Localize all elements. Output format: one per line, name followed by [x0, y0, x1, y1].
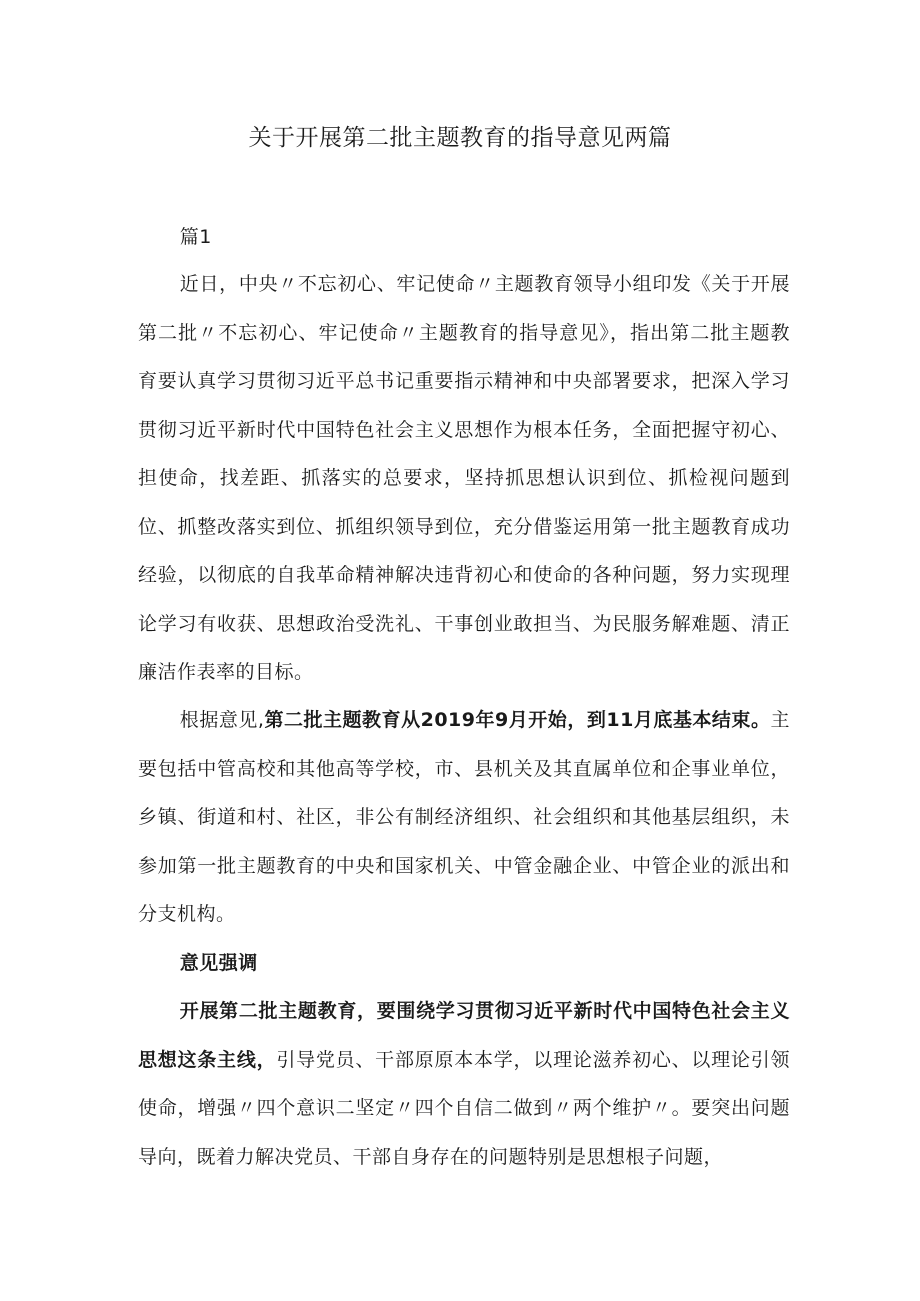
paragraph-2-bold: 第二批主题教育从2019年9月开始，到11月底基本结束。: [264, 709, 771, 731]
paragraph-1: [138, 260, 790, 697]
paragraph-3-rest: 引导党员、干部原原本本学，以理论滋养初心、以理论引领使命，增强〃四个意识二坚定〃四个自信二做到〃两个维护〃。要突出问题导向，既着力解决党员、干部自身存在的问题特别是思想根子问题，: [138, 1048, 790, 1168]
section-heading-2-text: 意见强调: [179, 952, 258, 974]
paragraph-2-lead: 根据意见,: [179, 709, 265, 731]
paragraph-3: [138, 987, 790, 1181]
paragraph-3-bold: 开展第二批主题教育，要围绕学习贯彻习近平新时代中国特色社会主义思想这条主线，: [138, 1000, 790, 1071]
paragraph-2: [138, 696, 790, 939]
paragraph-3-text: [138, 987, 790, 1181]
document-title: 关于开展第二批主题教育的指导意见两篇: [248, 125, 672, 151]
paragraph-1-text: 近日，中央〃不忘初心、牢记使命〃主题教育领导小组印发《关于开展第二批〃不忘初心、牢记使命〃主题教育的指导意见》，指出第二批主题教育要认真学习贯彻习近平总书记重要指示精神和中央部署要求，把深入学习贯彻习近平新时代中国特色社会主义思想作为根本任务，全面把握守初心、担使命，找差距、抓落实的总要求，坚持抓思想认识到位、抓检视问题到位、抓整改落实到位、抓组织领导到位，充分借鉴运用第一批主题教育成功经验，以彻底的自我革命精神解决违背初心和使命的各种问题，努力实现理论学习有收获、思想政治受洗礼、干事创业敢担当、为民服务解难题、清正廉洁作表率的目标。: [138, 273, 790, 683]
paragraph-2-rest: 主要包括中管高校和其他高等学校，市、县机关及其直属单位和企事业单位，乡镇、街道和村、社区，非公有制经济组织、社会组织和其他基层组织，未参加第一批主题教育的中央和国家机关、中管金融企业、中管企业的派出和分支机构。: [138, 709, 790, 925]
section-heading-1-text: 篇1: [179, 226, 212, 248]
section-heading-1: [138, 213, 790, 262]
paragraph-2-text: [138, 696, 790, 939]
section-heading-2: [138, 939, 790, 988]
